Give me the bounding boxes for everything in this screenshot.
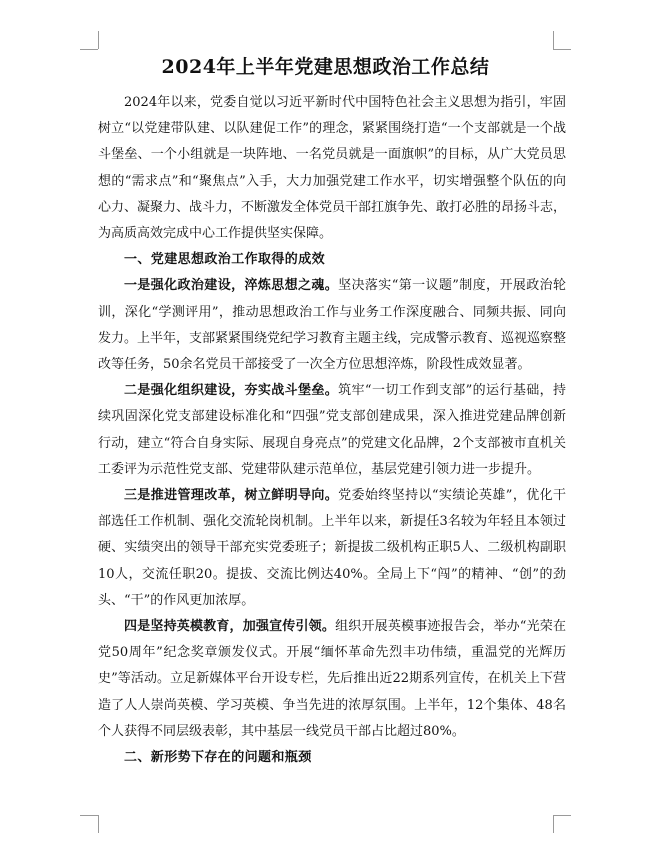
section-heading-problems: 二、新形势下存在的问题和瓶颈 — [124, 750, 312, 766]
item-text-1: 坚决落实“第一议题”制度，开展政治轮训，深化“学测评用”，推动思想政治工作与业务工作深度融合、同频共振、同向发力。上半年，支部紧紧围绕党纪学习教育主题主线，完成警示教育、巡视巡察整改等任务，50余名党员干部接受了一次全方位思想淬炼，阶段性成效显著。 — [98, 278, 567, 373]
item-paragraph-1 — [98, 273, 566, 378]
intro-paragraph: 2024年以来，党委自觉以习近平新时代中国特色社会主义思想为指引，牢固树立“以党建带队建、以队建促工作”的理念，紧紧围绕打造“一个支部就是一个战斗堡垒、一个小组就是一块阵地、一名党员就是一面旗帜”的目标，从广大党员思想的“需求点”和“聚焦点”入手，大力加强党建工作水平，切实增强整个队伍的向心力、凝聚力、战斗力，不断激发全体党员干部扛旗争先、敢打必胜的昂扬斗志，为高质高效完成中心工作提供坚实保障。 — [98, 95, 567, 242]
item-text-3: 党委始终坚持以“实绩论英雄”，优化干部选任工作机制、强化交流轮岗机制。上半年以来，新提任3名较为年轻且本领过硬、实绩突出的领导干部充实党委班子；新提拔二级机构正职5人、二级机构副职10人，交流任职20。提拔、交流比例达40%。全局上下“闯”的精神、“创”的劲头、“干”的作风更加浓厚。 — [98, 488, 566, 608]
crop-mark-bottom-right-h — [553, 815, 571, 816]
item-lead-3: 三是推进管理改革，树立鲜明导向。 — [124, 488, 339, 504]
item-lead-4: 四是坚持英模教育，加强宣传引领。 — [124, 619, 336, 635]
section-heading-achievements: 一、党建思想政治工作取得的成效 — [124, 252, 326, 268]
item-text-2: 筑牢“一切工作到支部”的运行基础，持续巩固深化党支部建设标准化和“四强”党支部创建成果，深入推进党建品牌创新行动，建立“符合自身实际、展现自身亮点”的党建文化品牌，2个支部被市直机关工委评为示范性党支部、党建带队建示范单位，基层党建引领力进一步提升。 — [98, 383, 566, 477]
item-lead-1: 一是强化政治建设，淬炼思想之魂。 — [124, 278, 339, 294]
item-lead-2: 二是强化组织建设，夯实战斗堡垒。 — [124, 383, 339, 399]
crop-mark-bottom-left-h — [80, 815, 98, 816]
document-body — [98, 90, 566, 771]
document-title: 2024年上半年党建思想政治工作总结 — [161, 56, 490, 78]
item-paragraph-2 — [98, 378, 566, 483]
crop-mark-top-left-v — [98, 31, 99, 49]
item-paragraph-4 — [98, 614, 566, 745]
item-text-4: 组织开展英模事迹报告会，举办“光荣在党50周年”纪念奖章颁发仪式。开展“缅怀革命先烈丰功伟绩，重温党的光辉历史”等活动。立足新媒体平台开设专栏，先后推出近22期系列宣传，在机关上下营造了人人崇尚英模、学习英模、争当先进的浓厚氛围。上半年，12个集体、48名个人获得不同层级表彰，其中基层一线党员干部占比超过80%。 — [98, 619, 566, 739]
crop-mark-top-right-v — [553, 31, 554, 49]
crop-mark-top-left-h — [80, 49, 98, 50]
item-paragraph-3 — [98, 483, 566, 614]
crop-mark-bottom-right-v — [553, 815, 554, 833]
crop-mark-bottom-left-v — [98, 815, 99, 833]
crop-mark-top-right-h — [553, 49, 571, 50]
